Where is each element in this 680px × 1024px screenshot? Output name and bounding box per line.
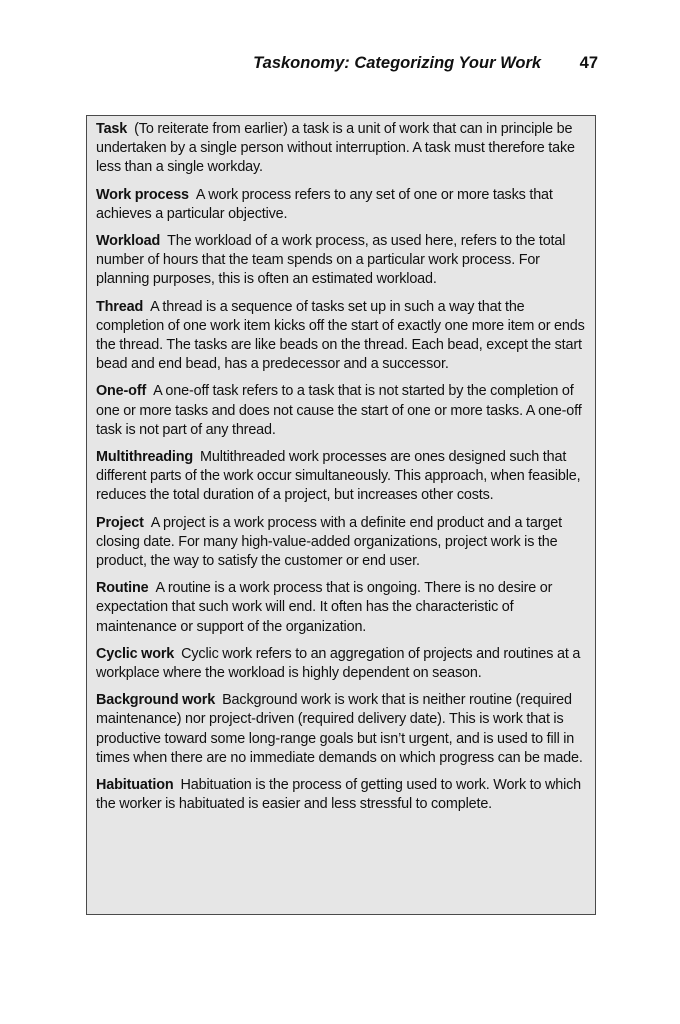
glossary-definition: The workload of a work process, as used here, refers to the total number of hours that the team spends on a particular work process. For planning purposes, this is often an estimated workload. <box>96 233 566 288</box>
glossary-term: Background work <box>96 692 216 709</box>
glossary-term: Workload <box>96 233 161 250</box>
glossary-definition: A one-off task refers to a task that is not started by the completion of one or more tasks and does not cause the start of one or more tasks. A one-off task is not part of any thread. <box>96 383 582 438</box>
glossary-entry-project <box>96 514 588 572</box>
glossary-entry-cyclic-work <box>96 645 588 683</box>
glossary-term: Habituation <box>96 777 174 794</box>
glossary-term: Task <box>96 121 128 137</box>
glossary-definition: A work process refers to any set of one or more tasks that achieves a particular objective. <box>96 186 553 222</box>
glossary-entry-multithreading <box>96 448 588 506</box>
page-number: 47 <box>579 54 598 72</box>
glossary-box <box>86 115 596 915</box>
glossary-entry-background-work <box>96 691 588 768</box>
glossary-term: Work process <box>96 186 189 203</box>
glossary-entry-workload <box>96 232 588 290</box>
glossary-definition: A routine is a work process that is ongoing. There is no desire or expectation that such work will end. It often has the characteristic of maintenance or support of the organization. <box>96 580 553 635</box>
running-head-title: Taskonomy: Categorizing Your Work <box>253 54 542 72</box>
glossary-term: Cyclic work <box>96 645 175 662</box>
glossary-term: Multithreading <box>96 449 194 466</box>
glossary-term: Routine <box>96 580 149 597</box>
glossary-entry-work-process <box>96 186 588 224</box>
glossary-entry-task <box>96 120 588 178</box>
glossary-entry-one-off <box>96 382 588 440</box>
glossary-definition: Cyclic work refers to an aggregation of projects and routines at a workplace where the workload is highly dependent on season. <box>96 645 581 682</box>
running-head <box>0 54 598 73</box>
glossary-term: Thread <box>96 298 144 315</box>
glossary-term: One-off <box>96 383 147 400</box>
glossary-term: Project <box>96 514 144 531</box>
glossary-entry-thread <box>96 298 588 375</box>
glossary-definition: A project is a work process with a definite end product and a target closing date. For many high-value-added organizations, project work is the product, the way to satisfy the customer or end user. <box>96 514 562 570</box>
glossary-definition: A thread is a sequence of tasks set up in such a way that the completion of one work item kicks off the start of exactly one more item or ends the thread. The tasks are like beads on the thread. Each bead, except the start bead and end bead, has a predecessor and a successor. <box>96 298 585 373</box>
glossary-definition: Multithreaded work processes are ones designed such that different parts of the work occur simultaneously. This approach, when feasible, reduces the total duration of a project, but increases other costs. <box>96 449 581 504</box>
glossary-entry-routine <box>96 579 588 637</box>
glossary-definition: Background work is work that is neither routine (required maintenance) nor project-driven (required delivery date). This is work that is productive toward some long-range goals but isn’t urgent, and is used to fill in times when there are no immediate demands on which progress can be made. <box>96 692 583 766</box>
glossary-definition: Habituation is the process of getting used to work. Work to which the worker is habituated is easier and less stressful to complete. <box>96 777 582 813</box>
glossary-definition: (To reiterate from earlier) a task is a unit of work that can in principle be undertaken by a single person without interruption. A task must therefore take less than a single workday. <box>96 121 575 176</box>
glossary-entry-habituation <box>96 776 588 814</box>
